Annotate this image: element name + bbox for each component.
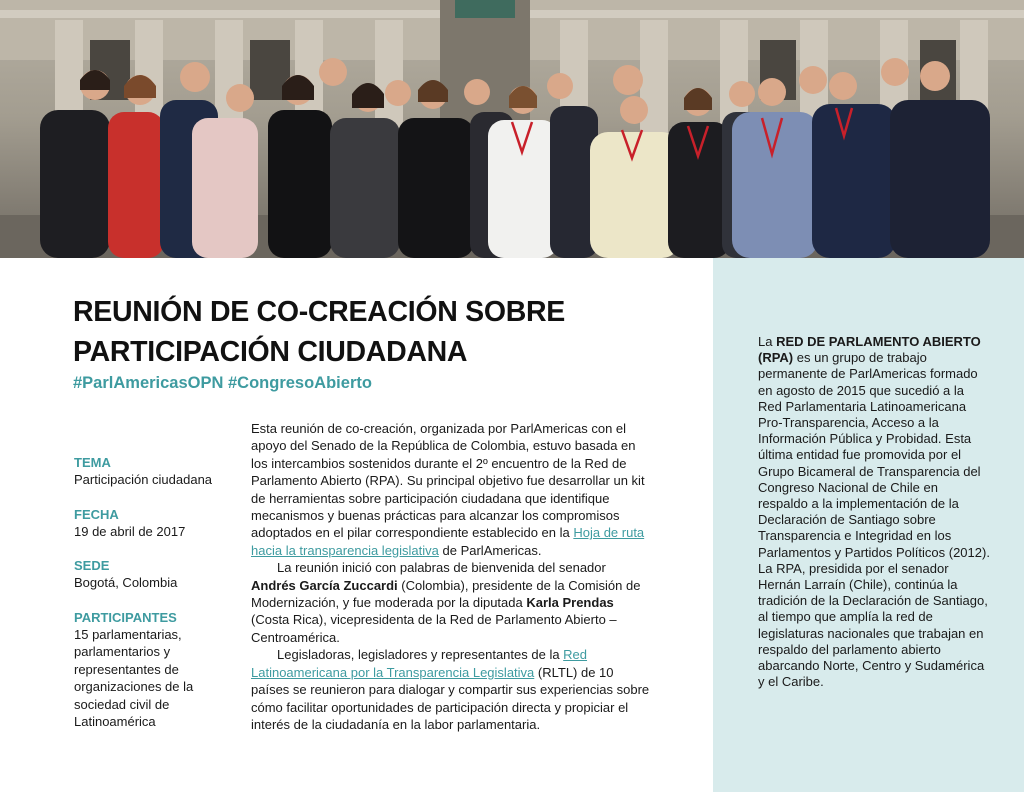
page-title: REUNIÓN DE CO-CREACIÓN SOBRE PARTICIPACIÓN CIUDADANA <box>73 296 565 368</box>
paragraph-2 <box>251 559 651 646</box>
paragraph-text: La reunión inició con palabras de bienvenida del senador <box>277 560 606 576</box>
meta-label: PARTICIPANTES <box>74 609 177 625</box>
paragraph-3 <box>251 646 651 733</box>
paragraph-text: de ParlAmericas. <box>438 542 542 558</box>
deputy-name: Karla Prendas <box>526 595 614 611</box>
meta-tema <box>74 454 224 489</box>
paragraph-text: (RLTL) de 10 países se reunieron para dialogar y compartir sus experiencias sobre cómo facilitar oportunidades de participación directa y propiciar el interés de la ciudadanía en la labor parlamentaria. <box>251 664 650 732</box>
rpa-text-intro: La <box>758 334 777 349</box>
rpa-name: RED DE PARLAMENTO ABIERTO (RPA) <box>758 334 981 366</box>
rltl-link[interactable]: Red Latinoamericana por la Transparencia Legislativa <box>251 647 588 680</box>
roadmap-link[interactable]: Hoja de ruta hacia la transparencia legislativa <box>251 525 645 558</box>
meta-fecha <box>74 506 224 541</box>
meta-label: SEDE <box>74 558 110 573</box>
meta-value: Bogotá, Colombia <box>74 575 178 590</box>
paragraph-text: (Colombia), presidente de la Comisión de Modernización, y fue moderada por la diputada <box>251 577 641 611</box>
meta-label: FECHA <box>74 506 119 522</box>
meta-value: 15 parlamentarias, parlamentarios y representantes de organizaciones de la sociedad civil de Latinoamérica <box>74 626 194 729</box>
meta-label: TEMA <box>74 455 111 470</box>
paragraph-1 <box>251 420 651 559</box>
meta-info <box>74 454 224 748</box>
meta-sede <box>74 557 224 592</box>
paragraph-text: (Costa Rica), vicepresidenta de la Red de Parlamento Abierto – Centroamérica. <box>251 612 617 645</box>
paragraph-text: Esta reunión de co-creación, organizada por ParlAmericas con el apoyo del Senado de la República de Colombia, estuvo basada en los intercambios sostenidos durante el 2º encuentro de la Red de Parlamento Abierto (RPA). Su principal objetivo fue desarrollar un kit de herramientas sobre participación ciudadana que identifique mecanismos y buenas prácticas para alcanzar los compromisos adoptados en el pilar correspondiente establecido en la <box>251 421 645 541</box>
hashtags: #ParlAmericasOPN #CongresoAbierto <box>73 374 372 392</box>
paragraph-text: Legisladoras, legisladores y representantes de la <box>277 647 564 663</box>
meta-value: Participación ciudadana <box>74 472 213 487</box>
rpa-description <box>758 334 990 690</box>
meta-participantes <box>74 609 224 731</box>
rpa-text-body: es un grupo de trabajo permanente de ParlAmericas formado en agosto de 2015 que sucedió a la Red Parlamentaria Latinoamericana Pro-Transparencia, Acceso a la Información Pública y Probidad. Esta última entidad fue promovida por el Grupo Bicameral de Transparencia del Congreso Nacional de Chile en respaldo a la implementación de la Declaración de Santiago sobre Transparencia e Integridad en los Parlamentos y Partidos Políticos (2012). La RPA, presidida por el senador Hernán Larraín (Chile), continúa la tradición de la Declaración de Santiago, al tiempo que amplía la red de legislaturas nacionales que trabajan en respaldo del parlamento abierto abarcando Norte, Centro y Sudamérica y el Caribe. <box>758 350 990 690</box>
meta-value: 19 de abril de 2017 <box>74 523 186 539</box>
group-photo-illustration <box>0 0 1024 258</box>
group-photo <box>0 0 1024 258</box>
senator-name: Andrés García Zuccardi <box>251 577 398 593</box>
article-body <box>251 420 651 733</box>
